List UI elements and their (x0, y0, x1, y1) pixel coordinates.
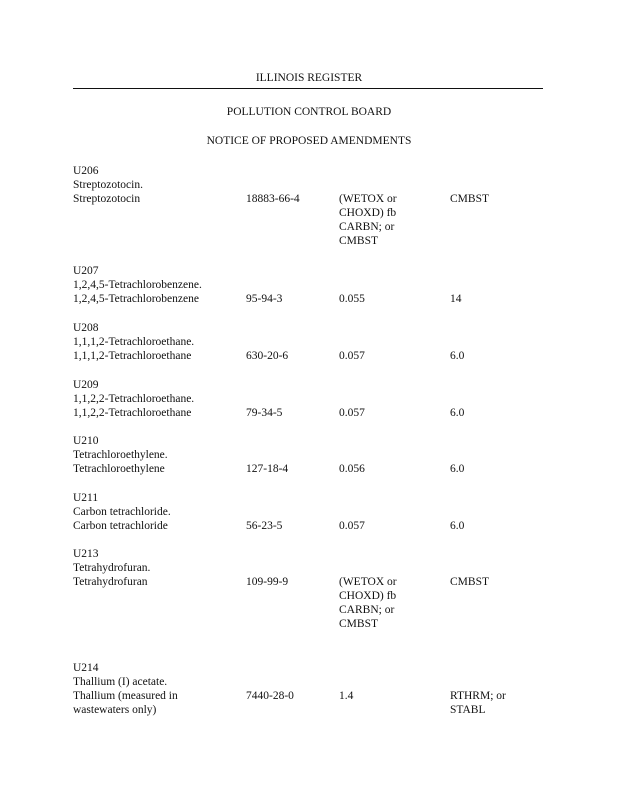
constituent-name: 1,1,1,2-Tetrachloroethane (73, 350, 192, 362)
waste-entry (73, 321, 553, 363)
waste-code: U208 (73, 322, 99, 334)
constituent-name: Tetrahydrofuran (73, 576, 148, 588)
table-row (73, 220, 553, 234)
waste-common-name: 1,1,1,2-Tetrachloroethane. (73, 336, 195, 348)
table-row (73, 192, 553, 206)
wastewater-standard: CHOXD) fb (339, 590, 397, 602)
waste-entry (73, 164, 553, 248)
cas-number: 7440-28-0 (246, 690, 294, 702)
nonwastewater-standard: 6.0 (450, 520, 465, 532)
waste-entry (73, 378, 553, 420)
cas-number: 127-18-4 (246, 463, 289, 475)
constituent-name: 1,1,2,2-Tetrachloroethane (73, 407, 192, 419)
wastewater-standard: 0.055 (339, 293, 365, 305)
wastewater-standard: (WETOX or (339, 576, 397, 588)
table-row (73, 575, 553, 589)
waste-code: U214 (73, 662, 99, 674)
cas-number: 18883-66-4 (246, 193, 300, 205)
constituent-name: 1,2,4,5-Tetrachlorobenzene (73, 293, 199, 305)
waste-entry (73, 491, 553, 533)
table-row (73, 689, 553, 703)
waste-code: U206 (73, 165, 99, 177)
constituent-name: Carbon tetrachloride (73, 520, 168, 532)
nonwastewater-standard: 6.0 (450, 350, 465, 362)
table-row (73, 292, 553, 306)
nonwastewater-standard: CMBST (450, 576, 489, 588)
waste-common-name: 1,2,4,5-Tetrachlorobenzene. (73, 279, 202, 291)
waste-entry (73, 434, 553, 476)
constituent-name: Tetrachloroethylene (73, 463, 165, 475)
wastewater-standard: 0.057 (339, 350, 365, 362)
waste-entry (73, 661, 553, 717)
wastewater-standard: (WETOX or (339, 193, 397, 205)
waste-code: U213 (73, 548, 99, 560)
waste-code: U209 (73, 379, 99, 391)
waste-code: U211 (73, 492, 99, 504)
cas-number: 109-99-9 (246, 576, 289, 588)
nonwastewater-standard: CMBST (450, 193, 489, 205)
table-row (73, 206, 553, 220)
nonwastewater-standard: 6.0 (450, 407, 465, 419)
cas-number: 56-23-5 (246, 520, 283, 532)
cas-number: 630-20-6 (246, 350, 289, 362)
waste-common-name: Streptozotocin. (73, 179, 143, 191)
table-row (73, 462, 553, 476)
waste-code: U207 (73, 265, 99, 277)
header-rule (73, 88, 543, 89)
wastewater-standard: CMBST (339, 235, 378, 247)
nonwastewater-standard: 6.0 (450, 463, 465, 475)
waste-common-name: 1,1,2,2-Tetrachloroethane. (73, 393, 195, 405)
waste-common-name: Tetrachloroethylene. (73, 449, 168, 461)
wastewater-standard: 0.056 (339, 463, 365, 475)
waste-common-name: Tetrahydrofuran. (73, 562, 151, 574)
nonwastewater-standard: RTHRM; or (450, 690, 506, 702)
nonwastewater-standard: 14 (450, 293, 462, 305)
nonwastewater-standard: STABL (450, 704, 486, 716)
constituent-name: wastewaters only) (73, 704, 157, 716)
table-row (73, 703, 553, 717)
constituent-name: Thallium (measured in (73, 690, 178, 702)
table-row (73, 603, 553, 617)
register-header: ILLINOIS REGISTER (255, 72, 363, 84)
wastewater-standard: CHOXD) fb (339, 207, 397, 219)
board-title: POLLUTION CONTROL BOARD (226, 106, 392, 118)
wastewater-standard: CMBST (339, 618, 378, 630)
waste-entry (73, 547, 553, 631)
table-row (73, 349, 553, 363)
table-row (73, 234, 553, 248)
wastewater-standard: CARBN; or (339, 221, 395, 233)
waste-code: U210 (73, 435, 99, 447)
table-row (73, 589, 553, 603)
constituent-name: Streptozotocin (73, 193, 141, 205)
wastewater-standard: CARBN; or (339, 604, 395, 616)
wastewater-standard: 1.4 (339, 690, 354, 702)
notice-title: NOTICE OF PROPOSED AMENDMENTS (206, 135, 412, 147)
table-row (73, 519, 553, 533)
table-row (73, 617, 553, 631)
waste-common-name: Carbon tetrachloride. (73, 506, 171, 518)
cas-number: 79-34-5 (246, 407, 283, 419)
table-row (73, 406, 553, 420)
waste-entry (73, 264, 553, 306)
wastewater-standard: 0.057 (339, 520, 365, 532)
wastewater-standard: 0.057 (339, 407, 365, 419)
waste-common-name: Thallium (I) acetate. (73, 676, 168, 688)
cas-number: 95-94-3 (246, 293, 283, 305)
